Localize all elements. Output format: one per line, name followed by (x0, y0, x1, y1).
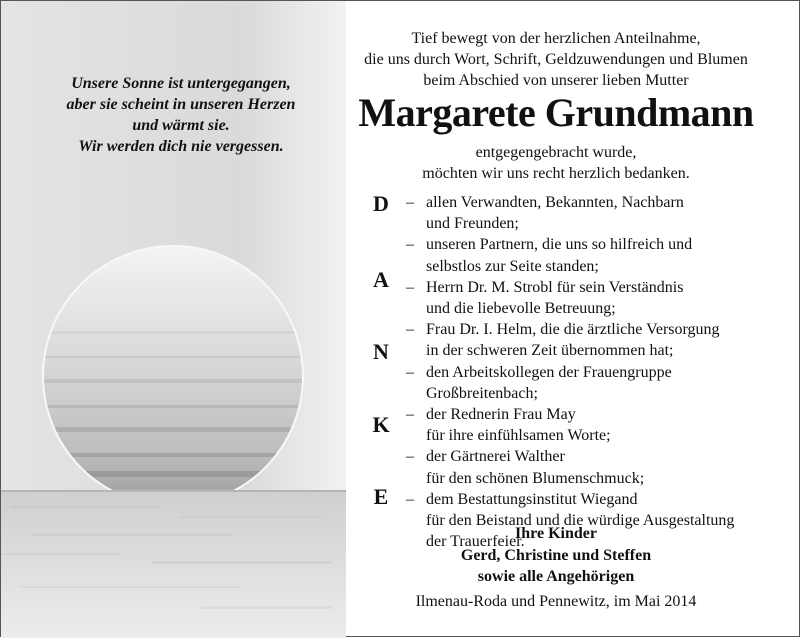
danke-letter: N (373, 339, 389, 364)
thanks-item-line: und die liebevolle Betreuung; (426, 300, 616, 318)
signature-line: Ihre Kinder (515, 525, 597, 542)
thanks-item-line: für den Beistand und die würdige Ausgestaltung (426, 512, 735, 530)
thanks-item-line: der Gärtnerei Walther (426, 448, 565, 466)
place-and-date: Ilmenau-Roda und Pennewitz, im Mai 2014 (415, 593, 697, 610)
thanks-item-line: dem Bestattungsinstitut Wiegand (426, 490, 638, 508)
after-line: entgegengebracht wurde, (475, 144, 637, 161)
intro-paragraph (346, 28, 766, 91)
signature-block (346, 523, 766, 588)
thanks-item (406, 277, 734, 319)
dash-bullet: – (406, 406, 414, 424)
quote-line: Wir werden dich nie vergessen. (78, 138, 284, 155)
intro-line: Tief bewegt von der herzlichen Anteilnahme, (411, 30, 701, 47)
dash-bullet: – (406, 236, 414, 254)
thanks-item (406, 446, 734, 488)
thanks-item (406, 192, 734, 234)
danke-letter: K (372, 412, 390, 437)
dash-bullet: – (406, 194, 414, 211)
dash-bullet: – (406, 448, 414, 466)
intro-line: beim Abschied von unserer lieben Mutter (423, 72, 689, 89)
thanks-item (406, 319, 734, 361)
thanks-item-line: für den schönen Blumenschmuck; (426, 469, 645, 487)
quote-line: und wärmt sie. (132, 117, 230, 134)
thanks-item-line: der Rednerin Frau May (426, 406, 576, 424)
thanks-item (406, 362, 734, 404)
dash-bullet: – (406, 490, 414, 508)
thanks-item-line: allen Verwandten, Bekannten, Nachbarn (426, 194, 684, 211)
thanks-list (406, 192, 734, 552)
thanks-item-line: Herrn Dr. M. Strobl für sein Verständnis (426, 278, 684, 296)
thank-you-text-panel (346, 1, 800, 638)
after-name-paragraph (346, 142, 766, 184)
dash-bullet: – (406, 278, 414, 296)
thanks-item-line: der Trauerfeier. (426, 533, 525, 551)
danke-letter: A (373, 267, 389, 292)
signature-line: Gerd, Christine und Steffen (460, 546, 652, 564)
dash-bullet: – (406, 321, 414, 339)
intro-line: die uns durch Wort, Schrift, Geldzuwendungen und Blumen (364, 51, 748, 68)
sunset-image-panel (1, 1, 346, 638)
memorial-quote (11, 73, 346, 157)
quote-line: Unsere Sonne ist untergegangen, (71, 75, 291, 92)
thanks-item (406, 234, 734, 276)
danke-letter: E (373, 484, 389, 509)
thanks-item-line: für ihre einfühlsamen Worte; (426, 427, 611, 445)
quote-line: aber sie scheint in unseren Herzen (66, 96, 296, 113)
thanks-item-line: in der schweren Zeit übernommen hat; (426, 342, 674, 360)
danke-letter: D (373, 191, 389, 216)
thanks-item-line: Großbreitenbach; (426, 384, 538, 402)
deceased-name: Margarete Grundmann (358, 90, 754, 135)
thanks-item-line: selbstlos zur Seite standen; (426, 257, 599, 275)
thanks-item-line: Frau Dr. I. Helm, die die ärztliche Versorgung (426, 321, 720, 339)
thanks-item (406, 404, 734, 446)
thanks-item-line: und Freunden; (426, 215, 519, 233)
after-line: möchten wir uns recht herzlich bedanken. (422, 165, 690, 182)
thanks-item-line: den Arbeitskollegen der Frauengruppe (426, 363, 672, 381)
thanks-item-line: unseren Partnern, die uns so hilfreich und (426, 236, 693, 254)
signature-line: sowie alle Angehörigen (477, 568, 635, 585)
dash-bullet: – (406, 363, 414, 381)
